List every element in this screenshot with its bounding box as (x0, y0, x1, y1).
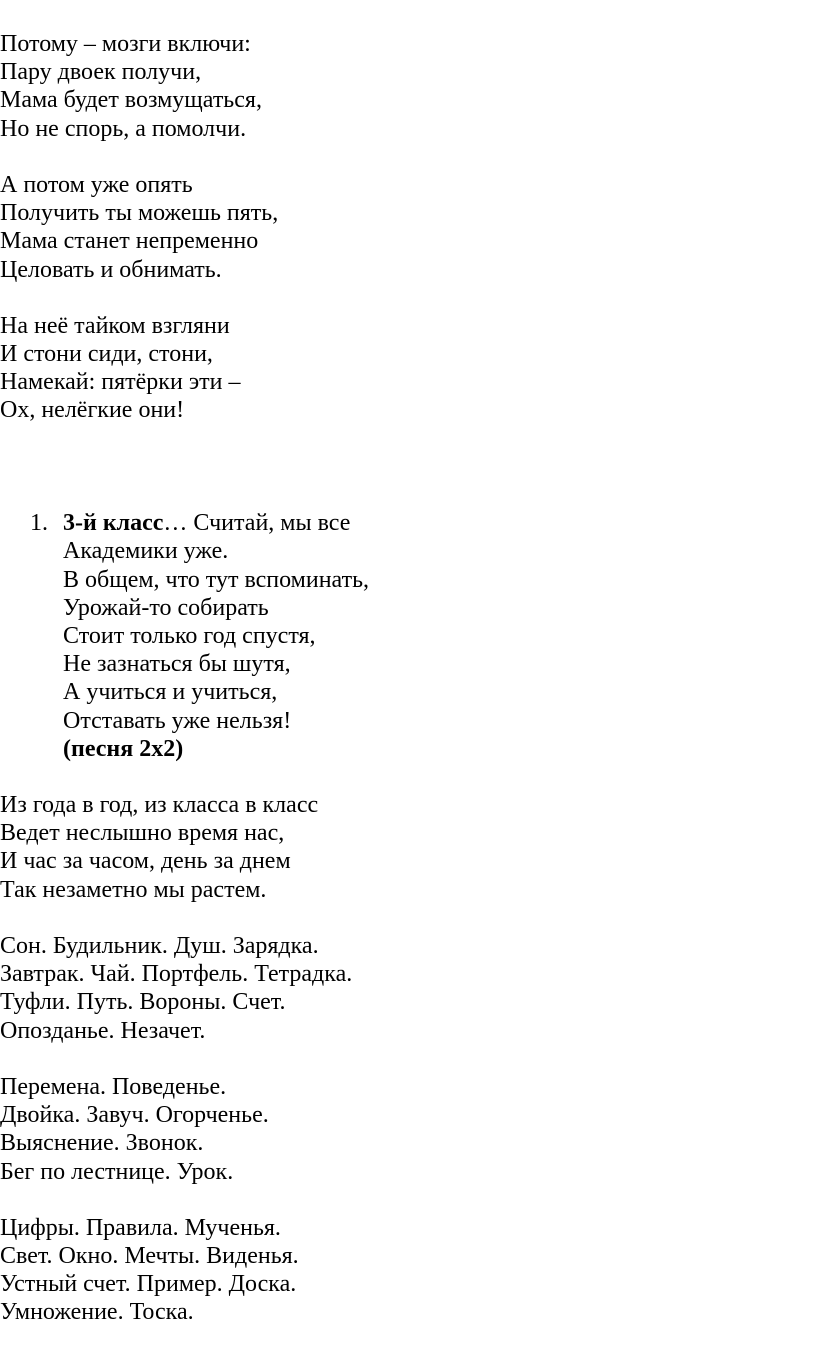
stanza-gap (0, 763, 816, 791)
poem-line: Выяснение. Звонок. (0, 1130, 204, 1157)
poem-line: На неё тайком взгляни (0, 312, 230, 339)
poem-line: Так незаметно мы растем. (0, 876, 267, 903)
poem-line: Пару двоек получи, (0, 59, 202, 86)
poem-line: Двойка. Завуч. Огорченье. (0, 1102, 269, 1129)
poem-line: И час за часом, день за днем (0, 848, 291, 875)
poem-line: Мама станет непременно (0, 228, 259, 255)
poem-line: Опозданье. Незачет. (0, 1017, 206, 1044)
stanza-gap (0, 143, 816, 171)
poem-line: Академики уже. (63, 538, 229, 565)
stanza-4 (0, 791, 816, 904)
poem-line: Но не спорь, а помолчи. (0, 115, 247, 142)
stanza-1 (0, 30, 816, 143)
poem-line: Стоит только год спустя, (63, 622, 316, 649)
poem-line: Устный счет. Пример. Доска. (0, 1271, 297, 1298)
stanza-gap (0, 904, 816, 932)
poem-line: Туфли. Путь. Вороны. Счет. (0, 989, 286, 1016)
poem-line: А учиться и учиться, (63, 679, 278, 706)
stanza-5 (0, 932, 816, 1045)
poem-line: Мама будет возмущаться, (0, 87, 262, 114)
list-marker: 1. (30, 510, 48, 537)
poem-line: И стони сиди, стони, (0, 341, 213, 368)
poem-line: Из года в год, из класса в класс (0, 792, 319, 819)
stanza-2 (0, 171, 816, 284)
poem-line: Умножение. Тоска. (0, 1299, 194, 1326)
numbered-list-item (0, 509, 816, 763)
poem-line: Не зазнаться бы шутя, (63, 651, 291, 678)
poem-line: Намекай: пятёрки эти – (0, 369, 241, 396)
document-page (0, 30, 816, 1327)
poem-line: Сон. Будильник. Душ. Зарядка. (0, 933, 319, 960)
poem-line: Потому – мозги включи: (0, 31, 251, 57)
class-heading: 3-й класс (63, 510, 164, 537)
poem-line: Цифры. Правила. Мученья. (0, 1214, 281, 1241)
poem-line: Завтрак. Чай. Портфель. Тетрадка. (0, 961, 353, 988)
stanza-3 (0, 312, 816, 425)
list-item-lead (63, 509, 816, 537)
poem-line: Получить ты можешь пять, (0, 200, 279, 227)
stanza-gap (0, 284, 816, 312)
stanza-7 (0, 1214, 816, 1327)
poem-line: В общем, что тут вспоминать, (63, 566, 370, 593)
poem-line: Ох, нелёгкие они! (0, 397, 185, 424)
lead-rest: … Считай, мы все (163, 510, 351, 537)
poem-line: Ведет неслышно время нас, (0, 820, 285, 847)
stanza-6 (0, 1073, 816, 1186)
poem-line: Перемена. Поведенье. (0, 1073, 227, 1100)
song-note: (песня 2х2) (63, 735, 184, 762)
poem-line: Отставать уже нельзя! (63, 707, 292, 734)
section-gap (0, 425, 816, 510)
poem-line: А потом уже опять (0, 171, 193, 198)
stanza-gap (0, 1045, 816, 1073)
stanza-gap (0, 1186, 816, 1214)
poem-line: Урожай-то собирать (63, 594, 269, 621)
poem-line: Бег по лестнице. Урок. (0, 1158, 234, 1185)
poem-line: Целовать и обнимать. (0, 256, 222, 283)
poem-line: Свет. Окно. Мечты. Виденья. (0, 1243, 299, 1270)
